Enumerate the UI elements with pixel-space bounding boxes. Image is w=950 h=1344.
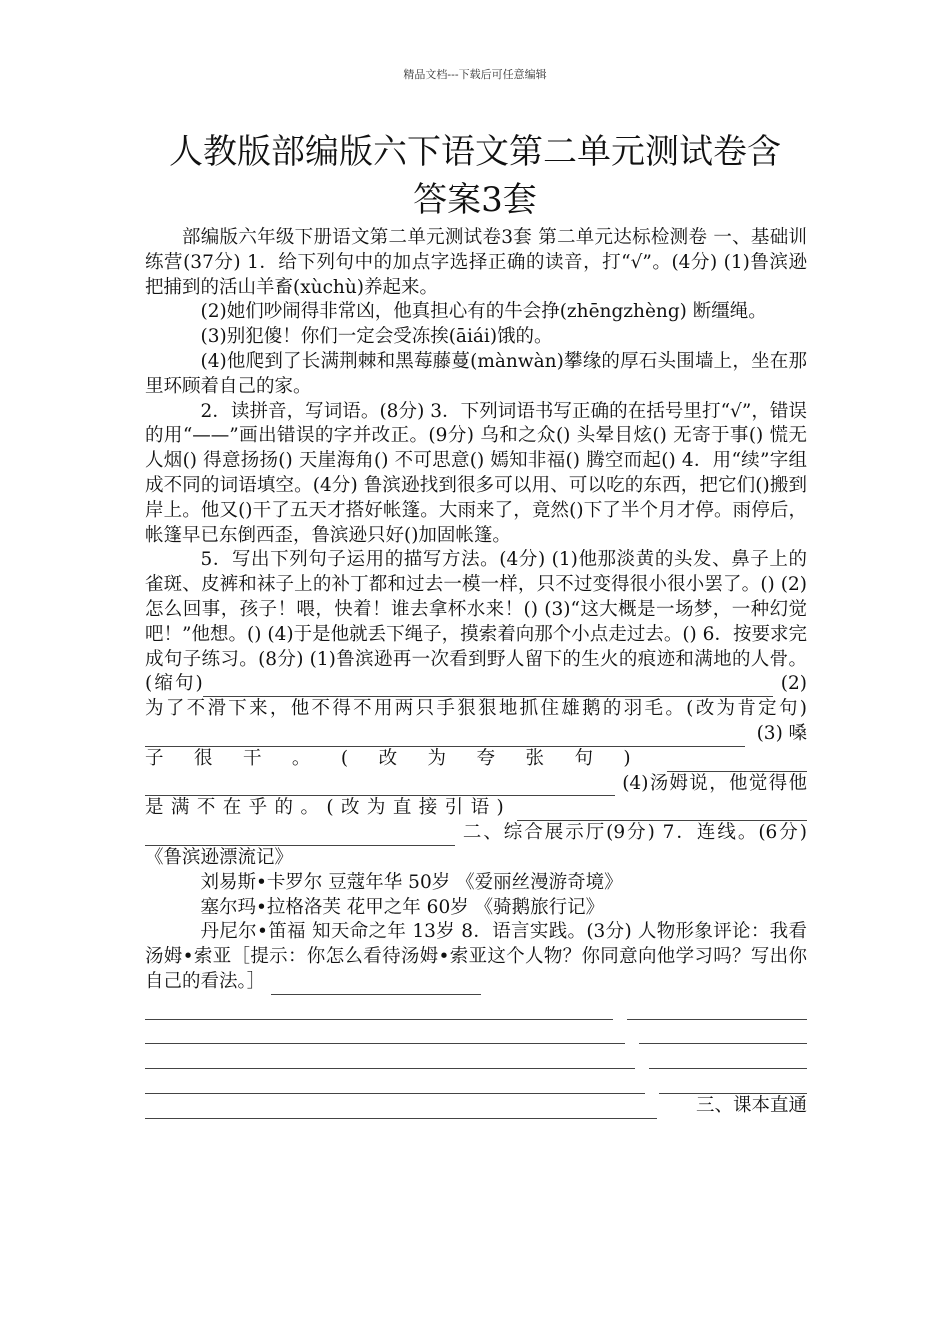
answer-line[interactable] [145, 1050, 635, 1069]
answer-line[interactable] [145, 777, 615, 796]
answer-line[interactable] [203, 678, 623, 697]
answer-row [145, 1020, 807, 1045]
question-6-item-4: (4)汤姆说，他觉得他是满不在乎的。(改为直接引语) [145, 772, 807, 819]
page-title-continued: 答案3套 [413, 180, 537, 220]
answer-line[interactable] [145, 1001, 613, 1020]
answer-line[interactable] [271, 976, 481, 995]
question-1-item-3: (3)别犯傻！你们一定会受冻挨(āiái)饿的。 [200, 326, 553, 348]
answer-row [145, 1094, 807, 1119]
section-3-heading: 三、课本直通 [695, 1094, 807, 1116]
page-title: 人教版部编版六下语文第二单元测试卷含 [169, 132, 781, 172]
match-row-1: 刘易斯•卡罗尔 豆蔻年华 50岁 《爱丽丝漫游奇境》 [200, 871, 623, 893]
match-row-3 [145, 920, 807, 994]
answer-line[interactable] [145, 728, 525, 747]
answer-line[interactable] [639, 1025, 807, 1044]
question-6-item-3: (3)嗓子很干。(改为夸张句) [145, 722, 807, 769]
questions-2-4: 2．读拼音，写词语。(8分) 3．下列词语书写正确的在括号里打“√”，错误的用“——”画出错误的字并改正。(9分) 乌和之众() 头晕目炫() 无寄于事() 慌无人烟() 得意扬扬() 天崖海角() 不可思意() 嫣知非福() 腾空而起() 4．用“续”字组成不同的词语填空。(4分) 鲁滨逊找到很多可以用、可以吃的东西，把它们()搬到岸上。他又()干了五天才搭好帐篷。大雨来了，竟然()下了半个月才停。雨停后，帐篷早已东倒西歪，鲁滨逊只好()加固帐篷。 [145, 400, 807, 546]
paragraph-intro: 部编版六年级下册语文第二单元测试卷3套 第二单元达标检测卷 一、基础训练营(37分) 1．给下列句中的加点字选择正确的读音，打“√”。(4分) (1)鲁滨逊把捕到的活山羊畜(xùchù)养起来。 [145, 227, 807, 298]
answer-line[interactable] [659, 1075, 807, 1094]
match-row-2: 塞尔玛•拉格洛芙 花甲之年 60岁 《骑鹅旅行记》 [200, 896, 605, 918]
answer-line[interactable] [667, 753, 807, 772]
answer-line[interactable] [145, 1075, 645, 1094]
answer-row [145, 1044, 807, 1069]
answer-row [145, 1069, 807, 1094]
questions-5-6 [145, 548, 807, 870]
questions-5-6-text: 5．写出下列句子运用的描写方法。(4分) (1)他那淡黄的头发、鼻子上的雀斑、皮裤和袜子上的补丁都和过去一模一样，只不过变得很小很小罢了。() (2)怎么回事，孩子！喂，快着！谁去拿杯水来！() (3)“这大概是一场梦，一种幻觉吧！”他想。() (4)于是他就丢下绳子，摸索着向那个小点走过去。() 6．按要求完成句子练习。(8分) (1)鲁滨逊再一次看到野人留下的生火的痕迹和满地的人骨。(缩句) [145, 549, 807, 695]
answer-line[interactable] [649, 1050, 807, 1069]
answer-line[interactable] [627, 1001, 807, 1020]
answer-line[interactable] [517, 802, 807, 821]
answer-line[interactable] [623, 678, 773, 697]
answer-line[interactable] [145, 1025, 625, 1044]
answer-row [145, 995, 807, 1020]
answer-line[interactable] [145, 1100, 657, 1119]
document-body [145, 226, 807, 1119]
answer-line[interactable] [525, 728, 745, 747]
section-2-heading: 二、综合展示厅(9分) 7．连线。(6分) 《鲁滨逊漂流记》 [145, 822, 807, 868]
question-1-item-4: (4)他爬到了长满荆棘和黑莓藤蔓(mànwàn)攀缘的厚石头围墙上，坐在那里环顾着自己的家。 [145, 350, 807, 397]
question-1-item-2: (2)她们吵闹得非常凶，他真担心有的牛会挣(zhēngzhèng) 断缰绳。 [200, 301, 767, 323]
answer-line[interactable] [145, 827, 455, 846]
question-8-text: 丹尼尔•笛福 知天命之年 13岁 8．语言实践。(3分) 人物形象评论：我看汤姆•索亚［提示：你怎么看待汤姆•索亚这个人物？你同意向他学习吗？写出你自己的看法。］ [145, 921, 807, 992]
header-note: 精品文档---下载后可任意编辑 [403, 68, 547, 81]
question-6-item-2: (2)为了不滑下来，他不得不用两只手狠狠地抓住雄鹅的羽毛。(改为肯定句) [145, 673, 807, 720]
